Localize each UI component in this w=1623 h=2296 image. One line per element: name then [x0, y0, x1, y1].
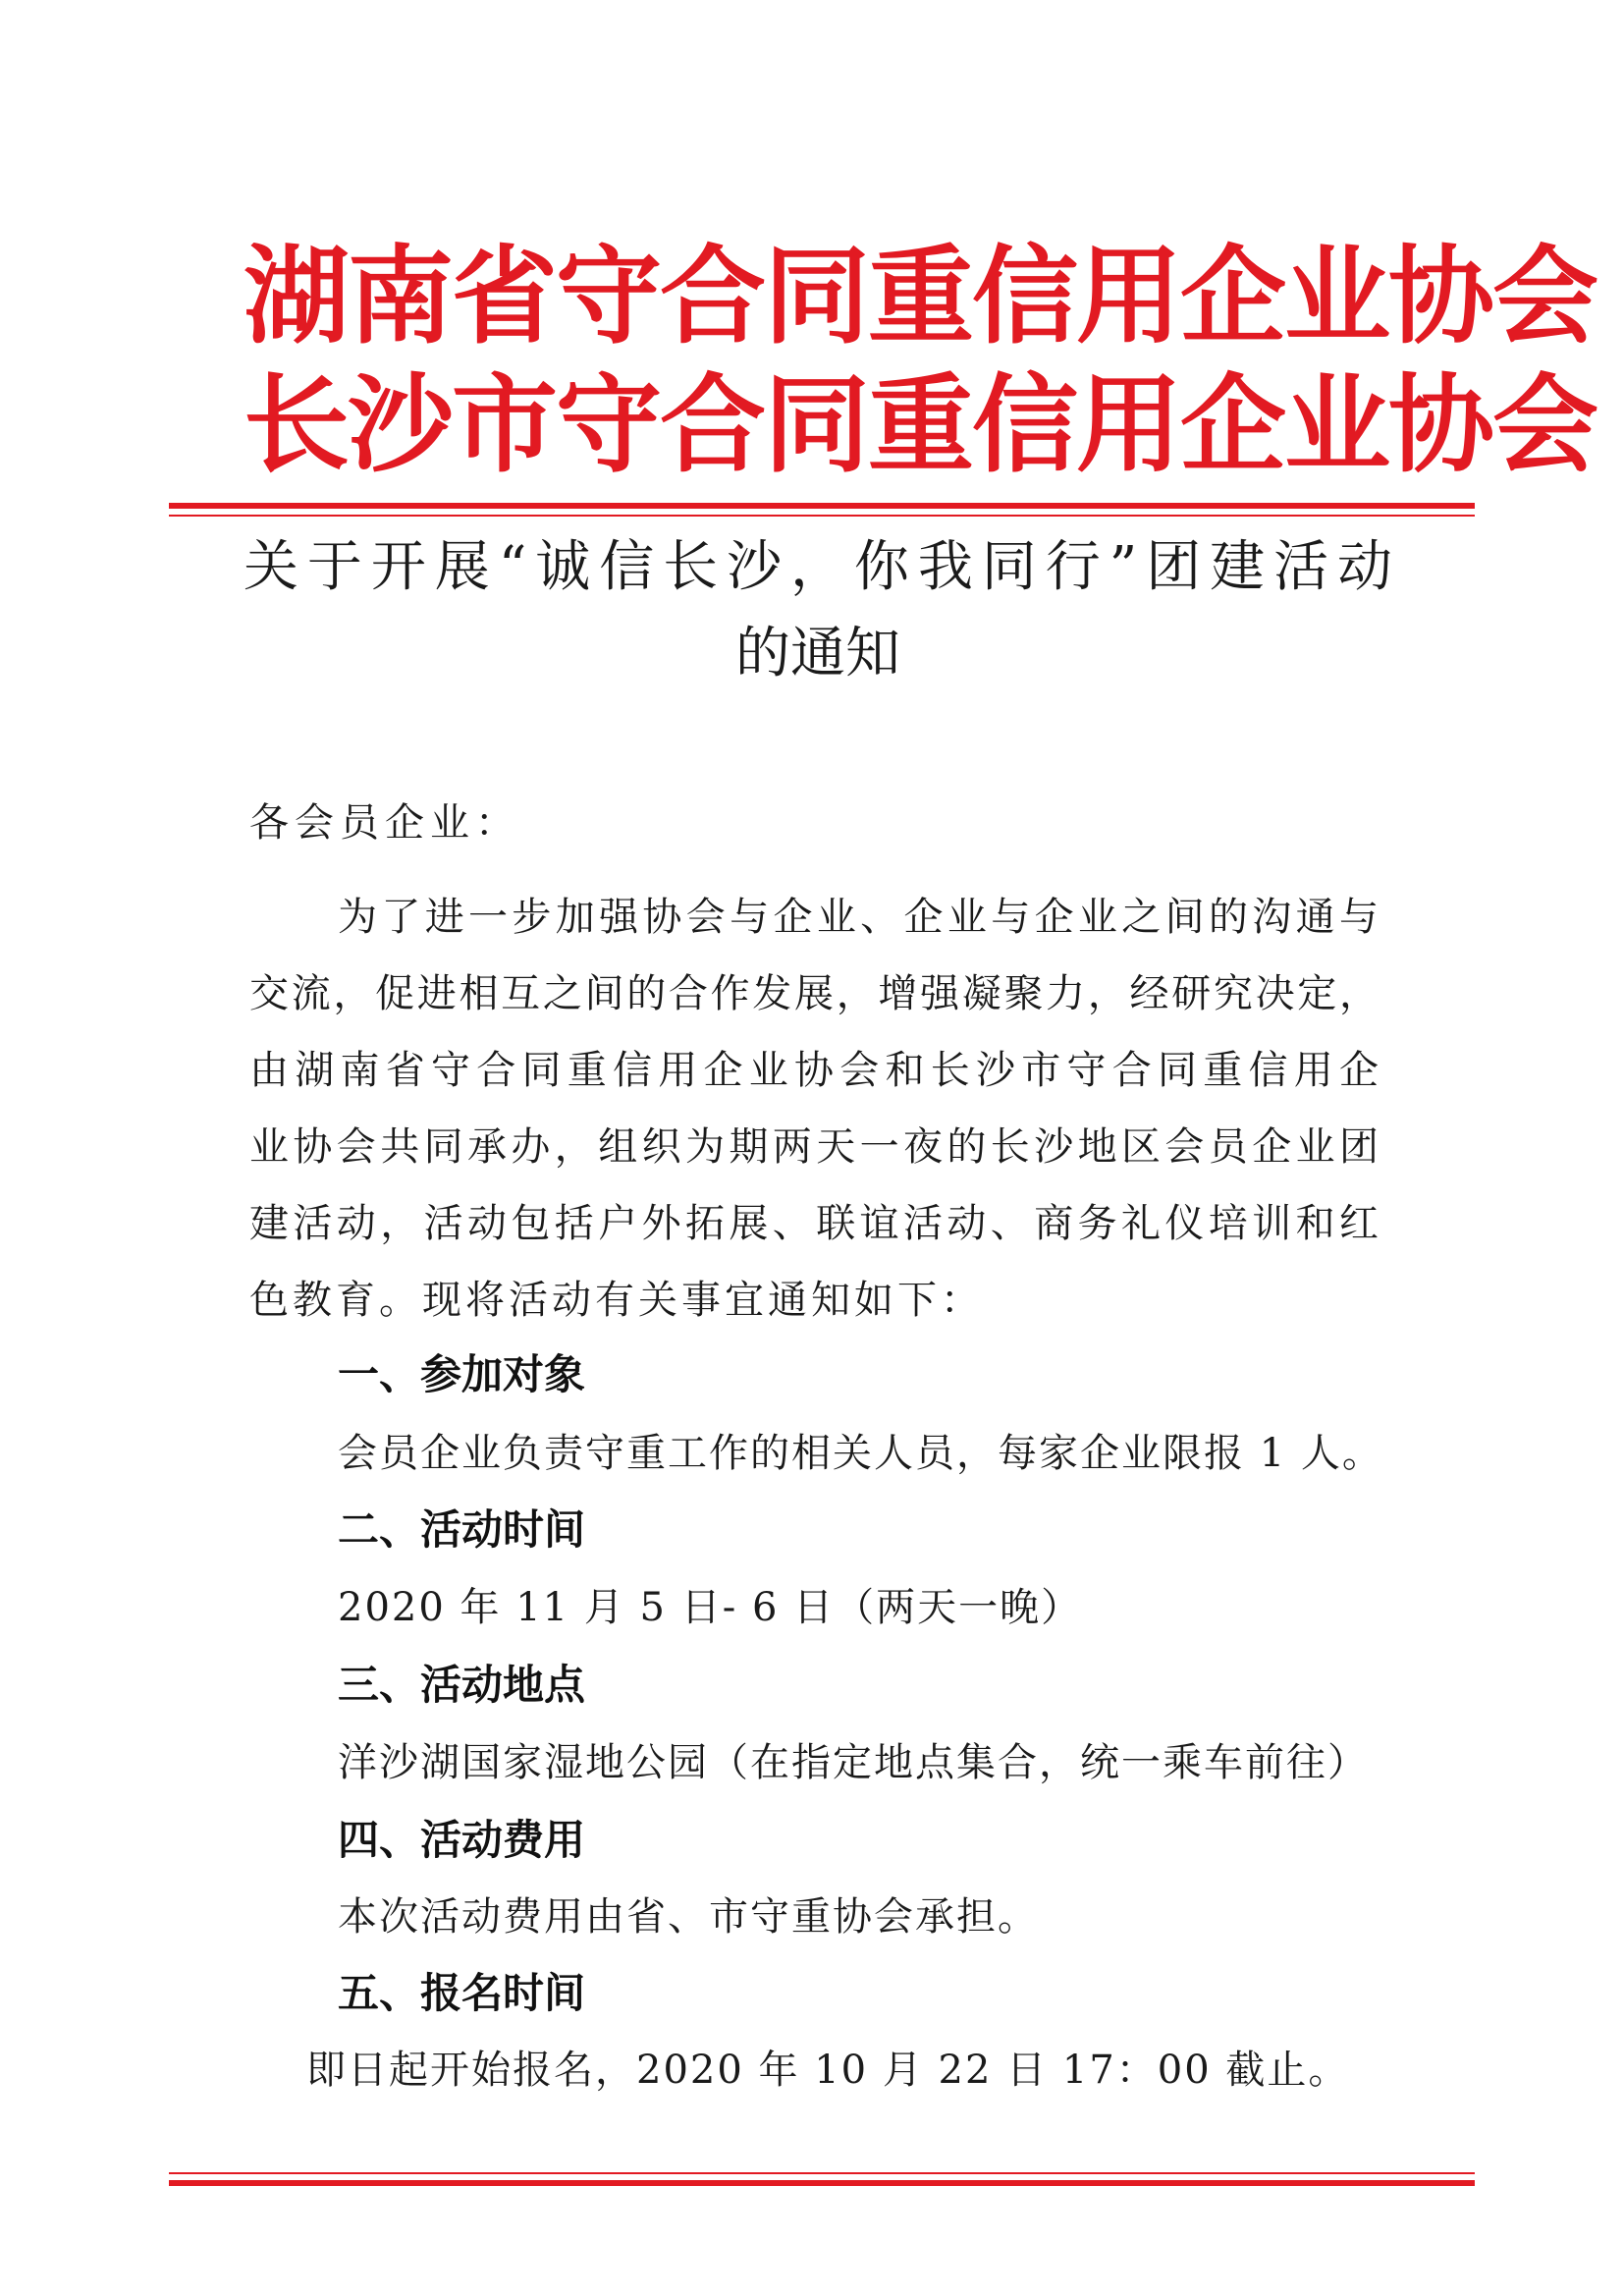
footer-divider-thin — [169, 2172, 1475, 2174]
paragraph-line: 交流，促进相互之间的合作发展，增强凝聚力，经研究决定， — [249, 971, 1379, 1016]
section-heading-registration: 五、报名时间 — [338, 1969, 586, 2017]
paragraph-line: 为了进一步加强协会与企业、企业与企业之间的沟通与 — [338, 895, 1379, 940]
paragraph-line: 由湖南省守合同重信用企业协会和长沙市守合同重信用企 — [249, 1048, 1379, 1093]
paragraph-line: 色教育。现将活动有关事宜通知如下： — [249, 1278, 984, 1323]
section-content-time: 2020 年 11 月 5 日- 6 日（两天一晚） — [338, 1585, 1083, 1630]
issuer-name-hunan: 湖南省守合同重信用企业协会 — [243, 235, 1597, 358]
paragraph-line: 建活动，活动包括户外拓展、联谊活动、商务礼仪培训和红 — [249, 1201, 1379, 1246]
header-divider-thick — [169, 503, 1475, 509]
document-title: 关于开展“诚信长沙，你我同行”团建活动 — [243, 535, 1392, 599]
section-heading-time: 二、活动时间 — [338, 1505, 586, 1554]
section-content-location: 洋沙湖国家湿地公园（在指定地点集合，统一乘车前往） — [338, 1740, 1369, 1785]
paragraph-line: 业协会共同承办，组织为期两天一夜的长沙地区会员企业团 — [249, 1124, 1379, 1170]
section-heading-location: 三、活动地点 — [338, 1661, 586, 1709]
section-content-registration: 即日起开始报名，2020 年 10 月 22 日 17：00 截止。 — [306, 2048, 1350, 2093]
section-heading-participants: 一、参加对象 — [338, 1350, 586, 1398]
section-heading-cost: 四、活动费用 — [338, 1816, 586, 1864]
section-content-cost: 本次活动费用由省、市守重协会承担。 — [338, 1894, 1039, 1940]
salutation: 各会员企业： — [249, 800, 520, 846]
intro-paragraph — [249, 879, 1379, 1339]
section-content-participants: 会员企业负责守重工作的相关人员，每家企业限报 1 人。 — [338, 1431, 1383, 1476]
issuer-name-changsha: 长沙市守合同重信用企业协会 — [243, 363, 1597, 487]
header-divider-thin — [169, 515, 1475, 517]
document-title-continued: 的通知 — [735, 622, 900, 685]
footer-divider-thick — [169, 2180, 1475, 2186]
